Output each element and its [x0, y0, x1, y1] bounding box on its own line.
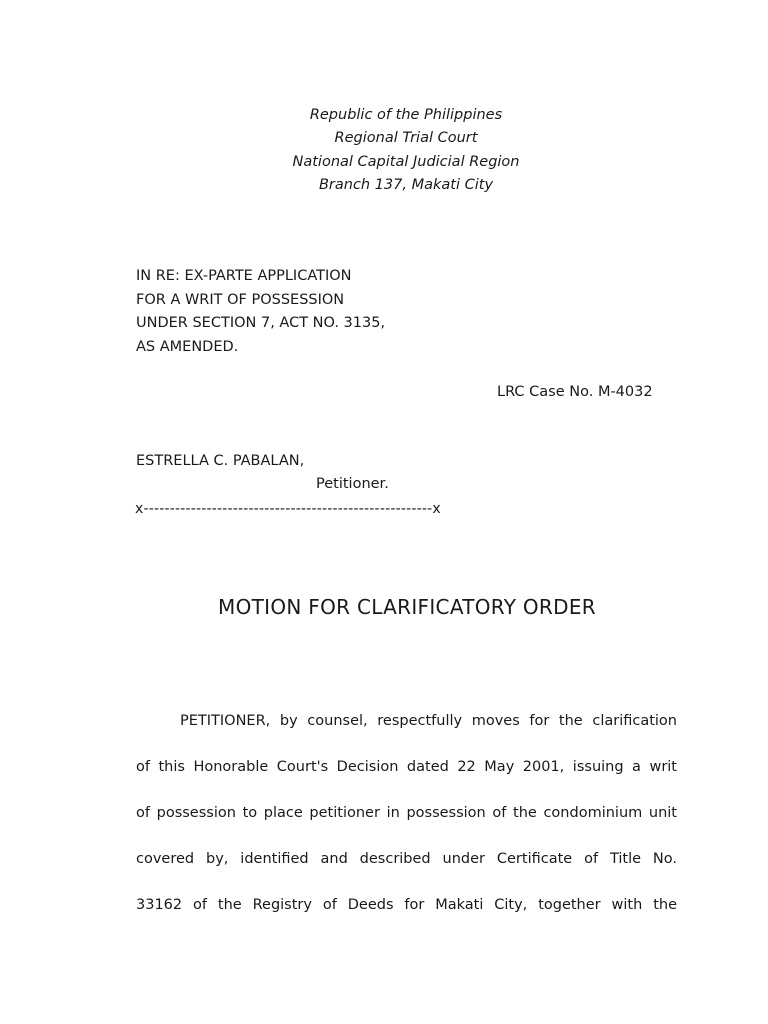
caption-line: FOR A WRIT OF POSSESSION: [136, 291, 345, 308]
petitioner-role: Petitioner.: [316, 476, 389, 492]
header-republic: Republic of the Philippines: [309, 107, 503, 123]
document-title: MOTION FOR CLARIFICATORY ORDER: [218, 595, 596, 619]
body-line: of this Honorable Court's Decision dated 22 May 2001, issuing a writ: [136, 759, 677, 775]
petitioner-name: ESTRELLA C. PABALAN,: [136, 453, 305, 469]
body-line: covered by, identified and described under Certificate of Title No.: [136, 851, 677, 867]
case-caption: [136, 265, 385, 359]
body-line: 33162 of the Registry of Deeds for Makati City, together with the: [136, 897, 677, 913]
caption-line: AS AMENDED.: [136, 338, 239, 355]
caption-line: IN RE: EX-PARTE APPLICATION: [136, 268, 352, 284]
case-number: LRC Case No. M-4032: [497, 384, 653, 400]
body-line: PETITIONER, by counsel, respectfully moves for the clarification: [180, 713, 677, 729]
header-branch: Branch 137, Makati City: [318, 176, 494, 193]
caption-separator: x-------------------------------------------------------x: [135, 501, 441, 517]
header-court: Regional Trial Court: [334, 130, 478, 147]
header-region: National Capital Judicial Region: [292, 153, 520, 170]
body-line: of possession to place petitioner in possession of the condominium unit: [136, 805, 677, 821]
body-paragraph: [136, 698, 677, 928]
court-header: [0, 104, 768, 197]
caption-line: UNDER SECTION 7, ACT NO. 3135,: [136, 315, 386, 331]
